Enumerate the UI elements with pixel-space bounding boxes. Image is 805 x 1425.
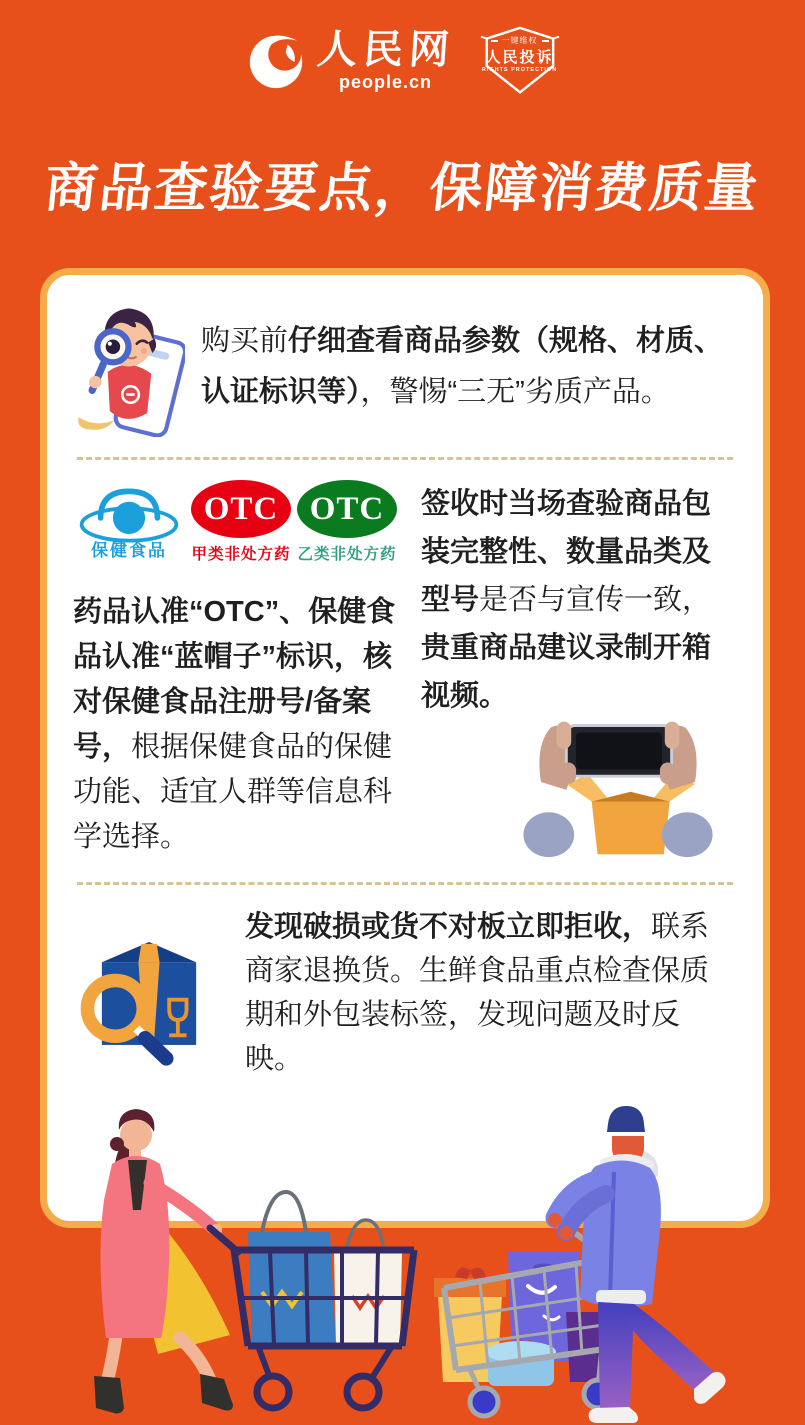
site-name: 人民网 (314, 25, 457, 73)
tip-3-part-1: 发现破损或货不对板立即拒收， (245, 911, 652, 943)
tip-reject-damaged (73, 905, 737, 1081)
badge-bottom-text: RIGHTS PROTECTION (481, 67, 558, 73)
tip-1-part-2: 仔细查看商品参数（规格、材质、认证标识等） (201, 324, 724, 408)
tip-2-left-text (73, 590, 397, 860)
complaint-badge (479, 22, 561, 98)
otc-red-label: 甲类非处方药 (191, 546, 291, 563)
badge-top-text: 一键维权 (501, 36, 538, 45)
tip-3-text (245, 905, 737, 1081)
tip-1-text (201, 316, 737, 418)
dashed-divider (77, 882, 733, 885)
otc-green-logo (297, 480, 397, 564)
bluehat-health-food-logo (73, 480, 185, 561)
tip-2-row (73, 480, 737, 862)
header (0, 22, 805, 98)
people-cn-logo (245, 25, 457, 93)
box-inspection-icon (73, 917, 225, 1069)
tip-2-right-part-3: 贵重商品建议录制开箱视频。 (421, 632, 712, 712)
tip-1-part-3: ，警惕“三无”劣质产品。 (360, 376, 670, 408)
tip-1-part-1: 购买前 (201, 324, 289, 357)
unboxing-hands-illustration (499, 706, 737, 862)
tip-2-right-part-2: 是否与宣传一致， (479, 584, 712, 616)
tip-2-right-column (421, 480, 737, 862)
tip-2-right-text (421, 480, 737, 720)
certification-logos (73, 480, 397, 576)
people-cn-swirl-icon (245, 29, 307, 91)
tip-check-parameters (73, 297, 737, 437)
magnifier-boy-illustration (73, 297, 185, 437)
shoppers-illustration (0, 1080, 805, 1425)
otc-green-oval: OTC (297, 480, 397, 538)
tip-2-left-part-1: 药品认准“OTC”、保健食品认准“蓝帽子”标识，核对保健食品注册号/备案号， (73, 596, 396, 763)
logo-text (314, 25, 457, 93)
badge-main-text: 人民投诉 (485, 49, 554, 66)
otc-red-oval: OTC (191, 480, 291, 538)
otc-red-logo (191, 480, 291, 564)
page-title: 商品查验要点，保障消费质量 (41, 159, 763, 218)
site-domain: people.cn (338, 71, 432, 92)
tip-2-left-part-2: 根据保健食品的保健功能、适宜人群等信息科学选择。 (73, 731, 393, 853)
tip-2-left-column (73, 480, 397, 862)
tip-3-part-2: 联系商家退换货。生鲜食品重点检查保质期和外包装标签，发现问题及时反映。 (245, 911, 710, 1075)
badge-top-row (479, 35, 561, 46)
dashed-divider (77, 457, 733, 460)
otc-green-label: 乙类非处方药 (297, 546, 397, 563)
tip-2-right-part-1: 签收时当场查验商品包装完整性、数量品类及型号 (421, 488, 712, 616)
bluehat-label: 保健食品 (91, 541, 167, 560)
